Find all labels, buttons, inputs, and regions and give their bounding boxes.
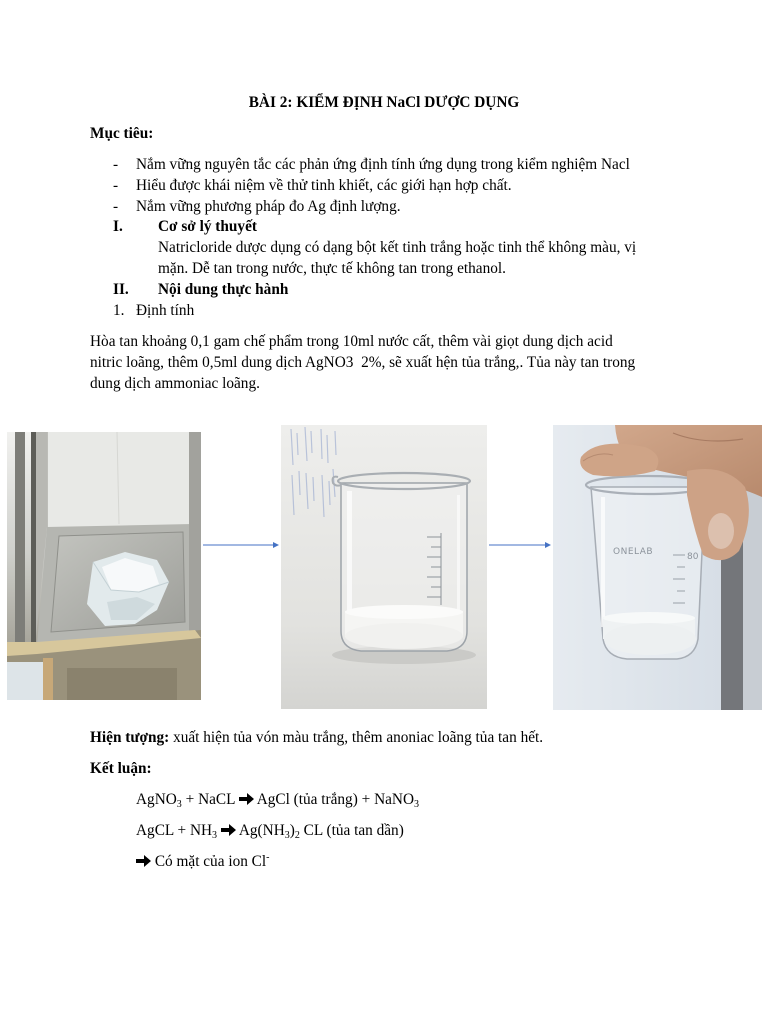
subsection-number: 1. (113, 302, 125, 319)
section-2-heading: Nội dung thực hành (158, 281, 289, 298)
arrow-right-icon (239, 793, 254, 805)
list-bullet: - (113, 198, 119, 215)
observation-label: Hiện tượng: (90, 729, 170, 746)
subsection-heading: Định tính (136, 302, 195, 319)
equation-text: Ag(NH (235, 822, 285, 839)
procedure-line: nitric loãng, thêm 0,5ml dung dịch AgNO3 2%, sẽ xuất hện tủa trắng,. Tủa này tan trong (90, 354, 636, 371)
equation-subscript: 3 (414, 799, 420, 810)
photo-hand-beaker-drawing (553, 425, 762, 710)
observation-text: xuất hiện tủa vón màu trắng, thêm anoniac loãng tủa tan hết. (169, 729, 544, 746)
section-1-text-line: mặn. Dễ tan trong nước, thực tế không tan trong ethanol. (158, 260, 506, 277)
photo-beaker-precipitate (281, 425, 487, 709)
equation-subscript: 3 (176, 799, 182, 810)
arrow-right-icon (136, 855, 151, 867)
arrow-head (545, 542, 551, 548)
balance-glass-wall (47, 432, 192, 527)
procedure-line: dung dịch ammoniac loãng. (90, 375, 260, 392)
photo-hand-beaker (553, 425, 762, 710)
beaker-brand-text: ONELAB (613, 547, 654, 557)
objective-item: Nắm vững phương pháp đo Ag định lượng. (136, 198, 401, 215)
equation-text: AgNO (136, 791, 177, 808)
list-bullet: - (113, 177, 119, 194)
objective-item: Hiểu được khái niệm về thử tinh khiết, các giới hạn hợp chất. (136, 177, 512, 194)
white-precipitate (345, 605, 463, 649)
objective-item: Nắm vững nguyên tắc các phản ứng định tính ứng dụng trong kiểm nghiệm Nacl (136, 156, 630, 173)
process-arrow-1 (201, 538, 281, 552)
objectives-label: Mục tiêu: (90, 125, 154, 142)
procedure-line: Hòa tan khoảng 0,1 gam chế phẩm trong 10ml nước cất, thêm vài giọt dung dịch acid (90, 333, 613, 350)
arrow-head (273, 542, 279, 548)
section-1-text-line: Natricloride dược dụng có dạng bột kết tinh trắng hoặc tinh thể không màu, vị (158, 239, 637, 256)
equation-text: ) (289, 822, 295, 839)
thumbnail (708, 513, 734, 549)
equation-text: CL (tủa tan dần) (299, 822, 404, 839)
milky-solution (603, 612, 696, 655)
reaction-equation-2 (136, 820, 404, 841)
photo-beaker-drawing (281, 425, 487, 709)
photo-balance-drawing (7, 432, 201, 700)
equation-subscript: 3 (212, 830, 218, 841)
equation-text: AgCl (tủa trắng) + NaNO (253, 791, 415, 808)
page-title: BÀI 2: KIỂM ĐỊNH NaCl DƯỢC DỤNG (248, 94, 520, 111)
conclusion-text: Có mặt của ion Cl (151, 853, 267, 870)
equation-text: AgCL + NH (136, 822, 213, 839)
equation-text: + NaCL (181, 791, 239, 808)
section-1-number: I. (113, 218, 123, 235)
photo-balance-sample (7, 432, 201, 700)
conclusion-statement (136, 851, 269, 872)
list-bullet: - (113, 156, 119, 173)
process-arrow-2 (487, 538, 553, 552)
equation-subscript: 3 (284, 830, 290, 841)
section-2-number: II. (113, 281, 129, 298)
observation (90, 727, 543, 748)
reaction-equation-1 (136, 789, 419, 810)
equation-subscript: 2 (294, 830, 300, 841)
beaker-graduation-text: 80 (687, 552, 699, 562)
arrow-right-icon (221, 824, 236, 836)
conclusion-label: Kết luận: (90, 760, 152, 777)
section-1-heading: Cơ sở lý thuyết (158, 218, 257, 235)
ion-charge-superscript: - (266, 852, 270, 863)
